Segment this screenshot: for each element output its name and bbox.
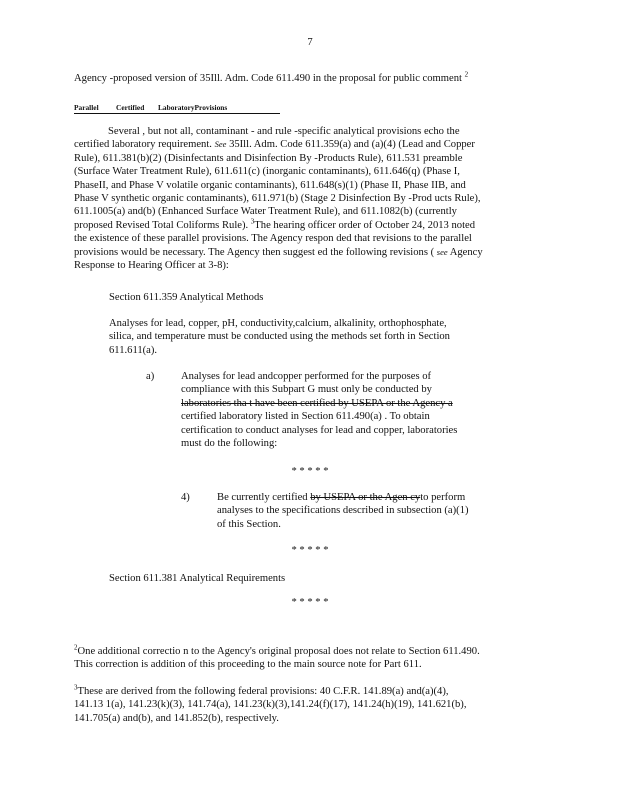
- para-line-1: Several , but not all, contaminant - and rule -specific analytical provisions echo the: [108, 126, 460, 137]
- item-4-line-1b: to perform: [420, 492, 466, 503]
- section-381-heading: Section 611.381 Analytical Requirements: [109, 573, 286, 584]
- item-a-line-1: Analyses for lead andcopper performed for the purposes of: [181, 371, 432, 382]
- para-line-2b: 35Ill. Adm. Code 611.359(a) and (a)(4) (Lead and Copper: [229, 139, 475, 151]
- para-line-5: PhaseII, and Phase V volatile organic contaminants), 611.648(s)(1) (Phase II, Phase IIB, and: [74, 179, 466, 191]
- section-359-body: [109, 317, 491, 357]
- item-4-line-3: of this Section.: [217, 518, 281, 530]
- para-line-11: Response to Hearing Officer at 3-8):: [74, 260, 229, 272]
- para-line-8: [74, 219, 530, 232]
- footnote-3-marker: 3: [74, 683, 78, 692]
- item-4-body: [217, 491, 491, 531]
- stars-divider-2: * * * * *: [291, 545, 329, 556]
- heading-word-parallel: Parallel: [74, 103, 99, 112]
- s359-line-1: Analyses for lead, copper, pH, conductivity,calcium, alkalinity, orthophosphate,: [109, 318, 447, 329]
- footnote-ref-2: 2: [464, 70, 469, 79]
- footnote-2-marker: 2: [74, 643, 78, 652]
- footnote-2-text-1: One additional correctio n to the Agency's original proposal does not relate to Section 611.490.: [77, 646, 480, 657]
- item-4-line-1a: Be currently certified: [217, 492, 308, 503]
- s359-line-3: 611.611(a).: [109, 344, 158, 356]
- section-heading: [74, 101, 280, 114]
- para-line-10b: Agency: [449, 246, 483, 258]
- para-line-3: Rule), 611.381(b)(2) (Disinfectants and Disinfection By -Products Rule), 611.531 preamble: [74, 152, 463, 164]
- item-a-line-5: certification to conduct analyses for lead and copper, laboratories: [181, 424, 458, 436]
- para-line-6: Phase V synthetic organic contaminants), 611.971(b) (Stage 2 Disinfection By -Prod ucts Rule),: [74, 193, 481, 205]
- footnote-2-line-2: This correction is addition of this proceeding to the main source note for Part 611.: [74, 659, 422, 671]
- item-a-label: a): [146, 371, 155, 382]
- para-line-9: the existence of these parallel provisions. The Agency respon ded that revisions to the parallel: [74, 233, 472, 245]
- footnote-ref-3: 3: [250, 217, 255, 226]
- item-a-line-4a: certified laboratory listed in Section 611.490(a): [181, 411, 382, 423]
- footnote-3-text-1: These are derived from the following federal provisions: 40 C.F.R. 141.89(a) and(a)(4),: [77, 686, 449, 697]
- item-a-line-4b: . To obtain: [384, 411, 430, 423]
- para-line-10: [74, 246, 530, 259]
- item-4-label: 4): [181, 492, 190, 503]
- item-4-line-2: analyses to the specifications described in subsection (a)(1): [217, 505, 469, 517]
- para-line-8a: proposed Revised Total Coliforms Rule).: [74, 219, 249, 231]
- footnote-3-line-3: 141.705(a) and(b), and 141.852(b), respectively.: [74, 712, 279, 724]
- heading-word-certified: Certified: [116, 103, 145, 112]
- main-paragraph: [74, 125, 530, 272]
- item-4-line-1: [217, 491, 491, 504]
- footnote-2-line-1: [74, 645, 534, 658]
- para-line-4: (Surface Water Treatment Rule), 611.611(c) (inorganic contaminants), 611.646(q) (Phase I,: [74, 166, 460, 178]
- item-a-line-6: must do the following:: [181, 438, 278, 450]
- stars-divider-3: * * * * *: [291, 597, 329, 608]
- see-signal-2: see: [436, 246, 448, 257]
- footnote-3-line-1: [74, 685, 534, 698]
- item-a-body: [181, 370, 487, 450]
- footnote-3-line-2: 141.13 1(a), 141.23(k)(3), 141.74(a), 141.23(k)(3),141.24(f)(17), 141.24(h)(19), 141.621(b),: [74, 699, 467, 711]
- see-signal: See: [214, 139, 227, 150]
- para-line-2a: certified laboratory requirement.: [74, 139, 212, 151]
- stars-divider-1: * * * * *: [291, 466, 329, 477]
- page-number: 7: [307, 37, 313, 48]
- section-359-heading: Section 611.359 Analytical Methods: [109, 292, 264, 303]
- item-a-line-2: compliance with this Subpart G must only be conducted by: [181, 384, 432, 396]
- footnote-3: [74, 685, 534, 725]
- item-4-line-1-struck: by USEPA or the Agen cy: [310, 492, 421, 503]
- intro-text: Agency -proposed version of 35Ill. Adm. Code 611.490 in the proposal for public comment: [74, 73, 462, 84]
- para-line-10a: provisions would be necessary. The Agency then suggest ed the following revisions (: [74, 246, 435, 258]
- para-line-7: 611.1005(a) and(b) (Enhanced Surface Water Treatment Rule), and 611.1082(b) (currently: [74, 206, 457, 218]
- intro-line: [74, 72, 468, 85]
- footnote-2: [74, 645, 534, 672]
- s359-line-2: silica, and temperature must be conducted using the methods set forth in Section: [109, 331, 450, 343]
- heading-word-laboratory-provisions: LaboratoryProvisions: [158, 103, 228, 112]
- item-a-line-3-struck: laboratories tha t have been certified by USEPA or the Agency a: [181, 397, 453, 409]
- para-line-2: [74, 138, 530, 151]
- para-line-8b: The hearing officer order of October 24, 2013 noted: [254, 219, 476, 231]
- item-a-line-4: [181, 410, 487, 423]
